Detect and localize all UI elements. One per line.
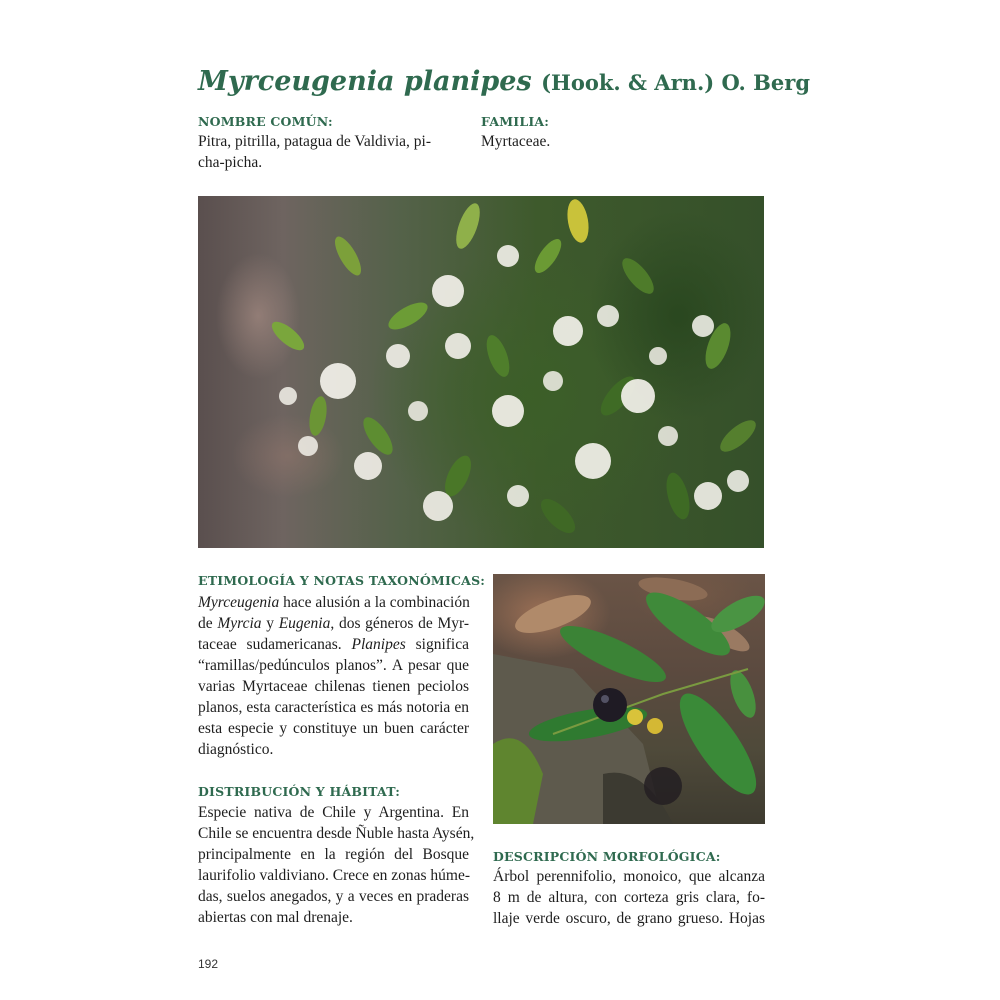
etymology-line <box>198 634 469 655</box>
etymology-text <box>198 592 469 760</box>
etymology-fragment: significa <box>405 636 469 653</box>
epithet-name: Planipes <box>351 636 406 653</box>
page-number: 192 <box>198 957 219 971</box>
etymology-line <box>198 592 469 613</box>
family-heading: FAMILIA: <box>481 114 550 129</box>
scientific-name: Myrceugenia planipes <box>198 66 532 97</box>
distribution-line: principalmente en la región del Bosque <box>198 846 469 863</box>
morphology-text <box>493 866 765 929</box>
etymology-line: “ramillas/pedúnculos planos”. A pesar que <box>198 657 469 674</box>
etymology-fragment: y <box>261 615 279 632</box>
distribution-line: abiertas con mal drenaje. <box>198 909 353 926</box>
flowering-shrub-illustration <box>198 196 764 548</box>
family-text <box>481 131 681 152</box>
etymology-line: esta especie y constituye un buen carácter <box>198 720 469 737</box>
etymology-fragment: taceae sudamericanas. <box>198 636 352 653</box>
family-value: Myrtaceae. <box>481 133 551 150</box>
morphology-line: Árbol perennifolio, monoico, que alcanza <box>493 868 765 885</box>
genus-name: Myrceugenia <box>198 594 280 611</box>
distribution-line: laurifolio valdiviano. Crece en zonas húme- <box>198 867 471 884</box>
morphology-line: llaje verde oscuro, de grano grueso. Hojas <box>493 910 765 927</box>
distribution-line: Especie nativa de Chile y Argentina. En <box>198 804 469 821</box>
distribution-text <box>198 802 475 928</box>
etymology-line: diagnóstico. <box>198 741 274 758</box>
genus-name: Eugenia <box>278 615 331 632</box>
etymology-fragment: de <box>198 615 218 632</box>
etymology-line: varias Myrtaceae chilenas tienen peciolos <box>198 678 469 695</box>
distribution-line: Chile se encuentra desde Ñuble hasta Aysén, <box>198 825 475 842</box>
etymology-heading: ETIMOLOGÍA Y NOTAS TAXONÓMICAS: <box>198 573 486 588</box>
etymology-line <box>198 613 469 634</box>
fruit-branch-photo <box>493 574 765 824</box>
distribution-line: das, suelos anegados, y a veces en praderas <box>198 888 469 905</box>
common-name-line: cha-picha. <box>198 154 263 171</box>
taxonomic-authority: (Hook. & Arn.) O. Berg <box>541 70 811 95</box>
fruit-branch-illustration <box>493 574 765 824</box>
etymology-fragment: , dos géneros de Myr- <box>330 615 469 632</box>
common-name-heading: NOMBRE COMÚN: <box>198 114 333 129</box>
common-name-line: Pitra, pitrilla, patagua de Valdivia, pi- <box>198 133 432 150</box>
morphology-line: 8 m de altura, con corteza gris clara, fo- <box>493 889 765 906</box>
flowering-shrub-photo <box>198 196 764 548</box>
common-name-text <box>198 131 448 173</box>
morphology-heading: DESCRIPCIÓN MORFOLÓGICA: <box>493 849 721 864</box>
genus-name: Myrcia <box>217 615 262 632</box>
etymology-fragment: hace alusión a la combinación <box>279 594 470 611</box>
distribution-heading: DISTRIBUCIÓN Y HÁBITAT: <box>198 784 401 799</box>
page-title <box>198 66 810 97</box>
etymology-line: planos, esta característica es más notoria en <box>198 699 469 716</box>
